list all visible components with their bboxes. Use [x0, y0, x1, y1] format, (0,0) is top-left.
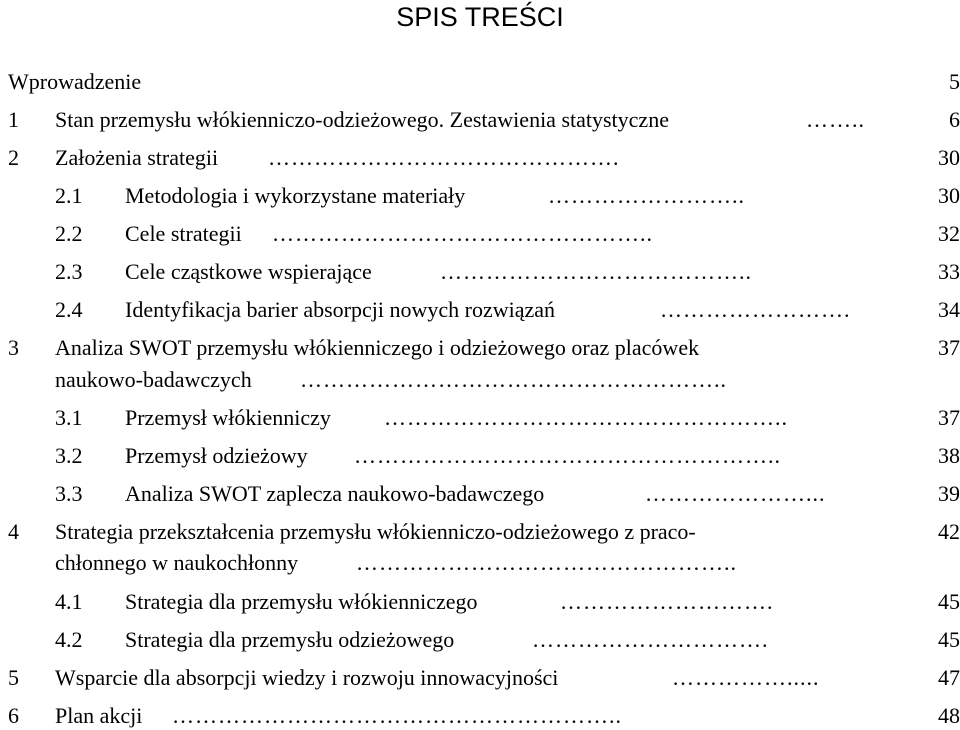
toc-leader-dots: ……………………………………………..: [384, 405, 788, 430]
toc-entry-number: 3.3: [55, 481, 83, 506]
toc-entry-page: 45: [938, 627, 960, 652]
toc-entry-number: 5: [8, 665, 19, 690]
toc-entry-page: 34: [938, 297, 960, 322]
toc-entry-page: 6: [949, 107, 960, 132]
toc-entry-number: 4: [8, 519, 19, 544]
toc-entry-page: 5: [949, 69, 960, 94]
toc-leader-dots: ………………………………………………..: [300, 367, 727, 392]
toc-entry-number: 2.1: [55, 183, 83, 208]
toc-entry-text: Założenia strategii: [55, 145, 219, 170]
toc-leader-dots: ………………………….: [532, 627, 769, 652]
page-title: SPIS TREŚCI: [396, 2, 564, 32]
toc-entry-text: Metodologia i wykorzystane materiały: [125, 183, 466, 208]
toc-entry-text: Przemysł odzieżowy: [125, 443, 308, 468]
toc-entry-page: 38: [938, 443, 960, 468]
toc-entry-number: 4.1: [55, 589, 83, 614]
toc-entry-text: Analiza SWOT przemysłu włókienniczego i odzieżowego oraz placówek: [55, 335, 700, 360]
toc-entry-page: 37: [938, 405, 960, 430]
toc-leader-dots: ………………………………………………..: [354, 443, 781, 468]
toc-entry-text: Strategia przekształcenia przemysłu włókienniczo-odzieżowego z praco-: [55, 519, 696, 544]
toc-entry-page: 30: [938, 145, 960, 170]
toc-entry-page: 37: [938, 335, 960, 360]
toc-entry-text: Strategia dla przemysłu włókienniczego: [125, 589, 478, 614]
toc-entry-text: Cele cząstkowe wspierające: [125, 259, 372, 284]
toc-entry-text: Wsparcie dla absorpcji wiedzy i rozwoju innowacyjności: [55, 665, 559, 690]
toc-entry-number: 4.2: [55, 627, 83, 652]
toc-entry-text: Stan przemysłu włókienniczo-odzieżowego. Zestawienia statystyczne: [55, 107, 669, 132]
toc-entry-page: 47: [938, 665, 960, 690]
toc-entry-number: 2.3: [55, 259, 83, 284]
toc-entry-text: naukowo-badawczych: [55, 367, 252, 392]
toc-entry-number: 2.2: [55, 221, 83, 246]
toc-leader-dots: …………….....: [672, 665, 820, 690]
toc-leader-dots: ……………………….: [560, 589, 774, 614]
toc-entry-page: 30: [938, 183, 960, 208]
toc-entry-text: chłonnego w naukochłonny: [55, 550, 299, 575]
toc-entry-page: 45: [938, 589, 960, 614]
toc-leader-dots: …………………….: [660, 297, 851, 322]
toc-entry-number: 6: [8, 703, 19, 728]
toc-entry-page: 48: [938, 703, 960, 728]
toc-entry-number: 3.1: [55, 405, 83, 430]
toc-entry-text: Strategia dla przemysłu odzieżowego: [125, 627, 455, 652]
toc-entry-text: Przemysł włókienniczy: [125, 405, 331, 430]
toc-entry-number: 3.2: [55, 443, 83, 468]
toc-entry-page: 33: [938, 259, 960, 284]
toc-leader-dots: …………………………………..: [440, 259, 752, 284]
toc-entry-text: Wprowadzenie: [8, 69, 142, 94]
toc-entry-number: 2.4: [55, 297, 83, 322]
toc-leader-dots: …………………………………………..: [356, 550, 737, 575]
toc-entry-text: Plan akcji: [55, 703, 143, 728]
toc-entry-number: 2: [8, 145, 19, 170]
toc-leader-dots: ……………………..: [548, 183, 745, 208]
toc-entry-text: Cele strategii: [125, 221, 242, 246]
toc-leader-dots: …………………...: [645, 481, 826, 506]
toc-entry-number: 3: [8, 335, 19, 360]
toc-entry-text: Identyfikacja barier absorpcji nowych rozwiązań: [125, 297, 556, 322]
toc-entry-page: 32: [938, 221, 960, 246]
toc-entry-page: 39: [938, 481, 960, 506]
toc-entry-number: 1: [8, 107, 19, 132]
toc-entry-text: Analiza SWOT zaplecza naukowo-badawczego: [125, 481, 545, 506]
toc-leader-dots: ……………………………………….: [268, 145, 620, 170]
toc-leader-dots: ……..: [806, 107, 865, 132]
toc-leader-dots: …………………………………………………..: [172, 703, 622, 728]
toc-leader-dots: …………………………………………..: [272, 221, 653, 246]
toc-entry-page: 42: [938, 519, 960, 544]
